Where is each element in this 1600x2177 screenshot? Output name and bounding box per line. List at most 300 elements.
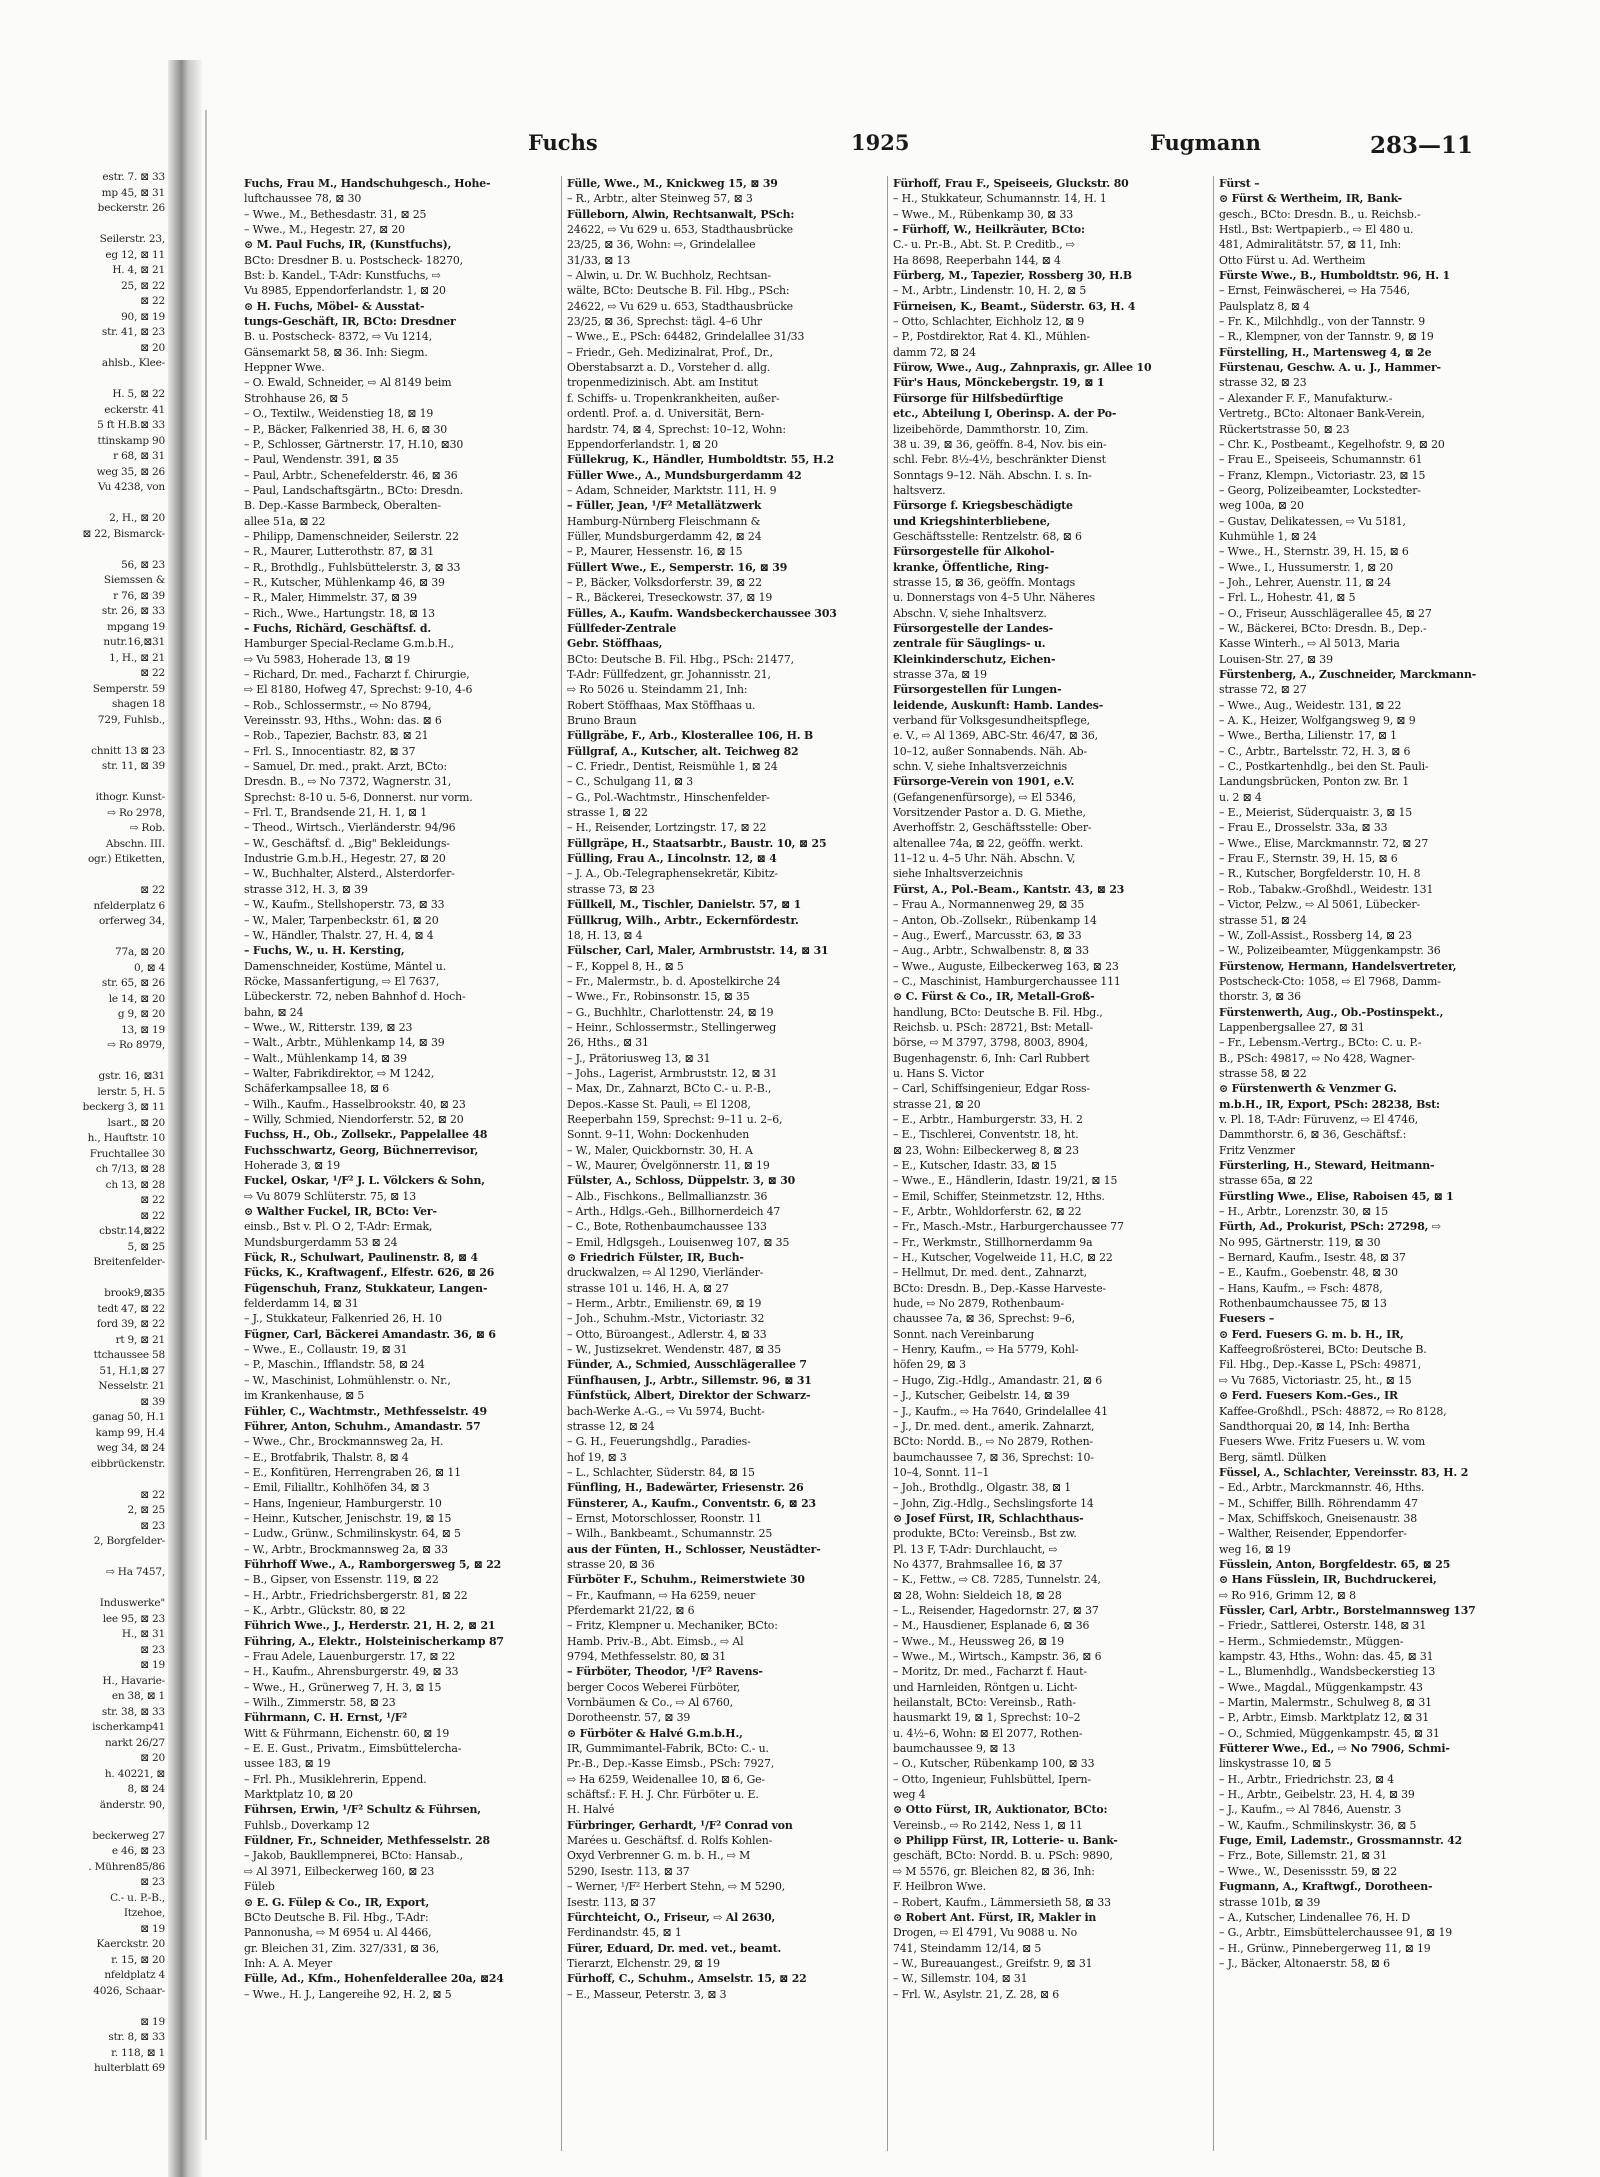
directory-entry-line: Fürhoff, Frau F., Speiseeis, Gluckstr. 80 [893,177,1129,190]
directory-entry-line: BCto Deutsche B. Fil. Hbg., T-Adr: [244,1910,429,1924]
directory-entry-line: – Wwe., W., Ritterstr. 139, ⊠ 23 [244,1020,413,1034]
directory-entry-line: – O. Ewald, Schneider, ⇨ Al 8149 beim [244,376,452,390]
directory-entry-line: – F., Koppel 8, H., ⊠ 5 [567,959,684,973]
directory-entry-line: 9794, Methfesselstr. 80, ⊠ 31 [567,1650,726,1663]
directory-entry-line: Fürsorgestellen für Lungen- [893,683,1062,697]
directory-entry-line: – R., Brothdlg., Fuhlsbüttelerstr. 3, ⊠ 33 [244,560,461,574]
fragment-line: str. 41, ⊠ 23 [101,326,165,338]
directory-entry-line: – H., Arbtr., Friedrichsbergerstr. 81, ⊠ 22 [244,1588,468,1602]
directory-entry-line: Fuchss, H., Ob., Zollsekr., Pappelallee 48 [244,1128,488,1142]
directory-entry-line: Füllkell, M., Tischler, Danielstr. 57, ⊠ 1 [567,898,802,912]
fragment-line: Vu 4238, von [97,481,165,493]
directory-entry-line: – Fuchs, Richärd, Geschäftsf. d. [244,621,431,635]
directory-entry-line: – Wwe., M., Wirtsch., Kampstr. 36, ⊠ 6 [893,1650,1102,1663]
directory-entry-line: Drogen, ⇨ El 4791, Vu 9088 u. No [893,1926,1078,1940]
directory-entry-line: Fürsorge für Hilfsbedürftige [893,391,1064,405]
directory-entry-line: – Philipp, Damenschneider, Seilerstr. 22 [244,529,459,543]
directory-entry-line: – W., Buchhalter, Alsterd., Alsterdorfer- [244,867,455,881]
directory-entry-line: – P., Postdirektor, Rat 4. Kl., Mühlen- [893,330,1090,344]
fragment-line: brook9,⊠35 [104,1287,165,1299]
fragment-line [0,868,165,884]
directory-entry-line: Füllert Wwe., E., Semperstr. 16, ⊠ 39 [567,560,788,574]
directory-entry-line: Pl. 13 F, T-Adr: Durchlaucht, ⇨ [893,1542,1058,1556]
directory-entry-line: luftchaussee 78, ⊠ 30 [244,192,362,206]
directory-entry-line: und Kriegshinterbliebene, [893,514,1051,528]
directory-entry-line: hausmarkt 19, ⊠ 1, Sprechst: 10–2 [893,1711,1081,1725]
directory-entry-line: – Frau F., Sternstr. 39, H. 15, ⊠ 6 [1219,852,1398,866]
directory-entry-line: Führer, Anton, Schuhm., Amandastr. 57 [244,1419,481,1433]
fragment-line: ⇨ Ro 8979, [107,1039,165,1051]
fragment-line: ttinskamp 90 [97,434,165,447]
page-header [235,126,1530,162]
fragment-line: Induswerke" [99,1597,165,1609]
directory-entry-line: – Richard, Dr. med., Facharzt f. Chirurgie, [244,668,470,681]
directory-entry-line: – R., Maurer, Lutterothstr. 87, ⊠ 31 [244,545,435,559]
directory-entry-line: – L., Blumenhdlg., Wandsbeckerstieg 13 [1219,1665,1436,1679]
fragment-line [0,542,165,558]
directory-entry-line: C.- u. Pr.-B., Abt. St. P. Creditb., ⇨ [893,238,1075,252]
fragment-line: H. 4, ⊠ 21 [112,264,165,276]
fragment-line [0,775,165,791]
directory-entry-line: ⊙ C. Fürst & Co., IR, Metall-Groß- [893,990,1095,1004]
directory-entry-line: strasse 101 u. 146, H. A, ⊠ 27 [567,1281,729,1295]
fragment-line [0,1581,165,1597]
directory-entry-line: – Adam, Schneider, Marktstr. 111, H. 9 [567,483,777,497]
directory-entry-line: – J., Prätoriusweg 13, ⊠ 31 [567,1051,711,1065]
directory-entry-line: – Emil, Schiffer, Steinmetzstr. 12, Hths. [893,1189,1105,1203]
directory-entry-line: Kaffee-Großhdl., PSch: 48872, ⇨ Ro 8128, [1219,1404,1447,1418]
fragment-line: eckerstr. 41 [104,403,165,416]
directory-entry-line: Tierarzt, Elchenstr. 29, ⊠ 19 [567,1956,720,1970]
directory-entry-line: – C., Schulgang 11, ⊠ 3 [567,775,694,789]
directory-entry-line: Fünsterer, A., Kaufm., Conventstr. 6, ⊠ 23 [567,1496,816,1510]
fragment-line: C.- u. P.-B., [110,1891,165,1904]
directory-entry-line: – Alwin, u. Dr. W. Buchholz, Rechtsan- [567,269,771,283]
directory-entry-line: Ha 8698, Reeperbahn 144, ⊠ 4 [893,253,1061,267]
fragment-line: ⊠ 22 [140,295,165,307]
directory-entry-line: – Frau E., Speiseeis, Schumannstr. 61 [1219,453,1423,467]
directory-entry-line: Otto Fürst u. Ad. Wertheim [1219,253,1366,267]
fragment-line: le 14, ⊠ 20 [108,992,165,1005]
directory-entry-line: Reeperbahn 159, Sprechst: 9–11 u. 2–6, [567,1112,783,1126]
fragment-line: str. 65, ⊠ 26 [101,977,165,989]
fragment-line: Itzehoe, [123,1907,165,1919]
directory-entry-line: u. 4½–6, Wohn: ⊠ El 2077, Rothen- [893,1726,1083,1740]
directory-entry-line: – R., Maler, Himmelstr. 37, ⊠ 39 [244,591,417,605]
fragment-line: ⊠ 19 [140,1659,165,1671]
fragment-line: weg 35, ⊠ 26 [96,465,165,478]
directory-entry-line: wälte, BCto: Deutsche B. Fil. Hbg., PSch: [567,284,790,298]
fragment-line: ⇨ Ro 2978, [107,806,165,819]
directory-entry-line: – Theod., Wirtsch., Vierländerstr. 94/96 [244,821,456,835]
fragment-line: r 68, ⊠ 31 [113,450,165,462]
directory-entry-line: – J., Kutscher, Geibelstr. 14, ⊠ 39 [893,1389,1070,1403]
fragment-line: r. 15, ⊠ 20 [111,1953,165,1966]
directory-entry-line: felderdamm 14, ⊠ 31 [244,1297,359,1311]
directory-entry-line: – Hans, Kaufm., ⇨ Fsch: 4878, [1219,1281,1383,1295]
directory-entry-line: Fürstling Wwe., Elise, Raboisen 45, ⊠ 1 [1219,1189,1454,1203]
directory-entry-line: Averhoffstr. 2, Geschäftsstelle: Ober- [893,821,1092,835]
fragment-line: ischerkamp41 [92,1721,165,1733]
directory-entry-line: – Wwe., H., Grünerweg 7, H. 3, ⊠ 15 [244,1680,442,1694]
directory-entry-line: – Rich., Wwe., Hartungstr. 18, ⊠ 13 [244,606,435,620]
directory-entry-line: Fürberg, M., Tapezier, Rossberg 30, H.B [893,269,1132,283]
fragment-line [0,217,165,233]
directory-entry-line: leidende, Auskunft: Hamb. Landes- [893,698,1104,712]
directory-entry-line: – Rob., Tapezier, Bachstr. 83, ⊠ 21 [244,729,429,743]
directory-entry-line: berger Cocos Weberei Fürböter, [567,1680,741,1694]
directory-entry-line: – Frl. S., Innocentiastr. 82, ⊠ 37 [244,744,416,758]
directory-entry-line: ⇨ Vu 7685, Victoriastr. 25, ht., ⊠ 15 [1219,1373,1412,1387]
directory-entry-line: strasse 65a, ⊠ 22 [1219,1174,1313,1188]
directory-entry-line: strasse 73, ⊠ 23 [567,882,655,896]
directory-entry-line: Fünder, A., Schmied, Ausschlägerallee 7 [567,1358,807,1372]
directory-entry-line: gesch., BCto: Dresdn. B., u. Reichsb.- [1219,207,1421,221]
column-1 [244,176,556,2151]
directory-entry-line: – Fr., Werkmstr., Stillhornerdamm 9a [893,1235,1093,1249]
directory-entry-line: – Jakob, Baukllempnerei, BCto: Hansab., [244,1849,463,1863]
directory-entry-line: – Heinr., Schlossermstr., Stellingerweg [567,1020,777,1034]
directory-entry-line: Pannonusha, ⇨ M 6954 u. Al 4466, [244,1926,432,1940]
directory-entry-line: – Paul, Wendenstr. 391, ⊠ 35 [244,453,399,467]
directory-entry-line: – Ludw., Grünw., Schmilinskystr. 64, ⊠ 5 [244,1527,461,1541]
directory-entry-line: tungs-Geschäft, IR, BCto: Dresdner [244,315,456,329]
directory-entry-line: strasse 1, ⊠ 22 [567,806,648,820]
directory-entry-line: Fuesers – [1219,1312,1275,1326]
directory-entry-line: Sprechst: 8-10 u. 5-6, Donnerst. nur vorm. [244,790,473,804]
directory-entry-line: altenallee 74a, ⊠ 22, geöffn. werkt. [893,836,1084,850]
directory-entry-line: Fülster, A., Schloss, Düppelstr. 3, ⊠ 30 [567,1174,796,1188]
directory-entry-line: ⊙ M. Paul Fuchs, IR, (Kunstfuchs), [244,238,452,252]
fragment-line: 2, H., ⊠ 20 [109,512,165,524]
fragment-line: ford 39, ⊠ 22 [96,1318,165,1330]
directory-entry-line: 10–4, Sonnt. 11–1 [893,1465,990,1479]
directory-entry-line: verband für Volksgesundheitspflege, [893,714,1090,728]
directory-entry-line: Fuchsschwartz, Georg, Büchnerrevisor, [244,1143,479,1157]
directory-entry-line: Kuhmühle 1, ⊠ 24 [1219,529,1317,543]
directory-entry-line: Fuckel, Oskar, ¹/F² J. L. Völckers & Sohn, [244,1174,485,1188]
directory-entry-line: Fütterer Wwe., Ed., ⇨ No 7906, Schmi- [1219,1742,1450,1756]
fragment-line: 77a, ⊠ 20 [115,946,165,958]
directory-entry-line: Ferdinandstr. 45, ⊠ 1 [567,1926,682,1940]
directory-entry-line: – Rob., Tabakw.-Großhdl., Weidestr. 131 [1219,882,1434,896]
directory-entry-line: IR, Gummimantel-Fabrik, BCto: C.- u. [567,1742,769,1756]
directory-entry-line: – Ernst, Motorschlosser, Roonstr. 11 [567,1511,762,1525]
directory-entry-line: – Fr., Masch.-Mstr., Harburgerchaussee 77 [893,1220,1124,1234]
directory-entry-line: – E., Masseur, Peterstr. 3, ⊠ 3 [567,1987,727,2001]
directory-entry-line: – W., Kaufm., Schmilinskystr. 36, ⊠ 5 [1219,1818,1417,1832]
directory-entry-line: – O., Kutscher, Rübenkamp 100, ⊠ 33 [893,1757,1095,1771]
directory-entry-line: Führhoff Wwe., A., Ramborgersweg 5, ⊠ 22 [244,1557,502,1571]
directory-entry-line: – G. H., Feuerungshdlg., Paradies- [567,1435,751,1449]
directory-entry-line: – Max, Dr., Zahnarzt, BCto C.- u. P.-B., [567,1082,772,1096]
directory-entry-line: – H., Kaufm., Ahrensburgerstr. 49, ⊠ 33 [244,1665,459,1679]
directory-entry-line: – Chr. K., Postbeamt., Kegelhofstr. 9, ⊠ 20 [1219,437,1445,451]
directory-entry-line: Führich Wwe., J., Herderstr. 21, H. 2, ⊠ 21 [244,1619,496,1633]
fragment-line: eibbrückenstr. [90,1457,165,1470]
directory-entry-line: Fürsterling, H., Steward, Heitmann- [1219,1159,1435,1172]
directory-entry-line: Fülling, Frau A., Lincolnstr. 12, ⊠ 4 [567,852,777,866]
directory-entry-line: – Frl. L., Hohestr. 41, ⊠ 5 [1219,591,1356,605]
directory-entry-line: – Wwe., Chr., Brockmannsweg 2a, H. [244,1435,444,1449]
directory-entry-line: Füleb [244,1880,275,1894]
directory-entry-line: 23/25, ⊠ 36, Sprechst: tägl. 4–6 Uhr [567,315,762,329]
directory-entry-line: – Alb., Fischkons., Bellmallianzstr. 36 [567,1189,768,1203]
directory-entry-line: Fürstenberg, A., Zuschneider, Marckmann- [1219,668,1477,681]
directory-entry-line: – J., Kaufm., ⇨ Ha 7640, Grindelallee 41 [893,1404,1108,1418]
directory-entry-line: ⊙ Fürstenwerth & Venzmer G. [1219,1082,1397,1096]
directory-entry-line: Füller, Mundsburgerdamm 42, ⊠ 24 [567,529,762,543]
directory-entry-line: Hstl., Bst: Wertpapierb., ⇨ El 480 u. [1219,223,1414,237]
fragment-line [0,1472,165,1488]
directory-entry-line: 38 u. 39, ⊠ 36, geöffn. 8-4, Nov. bis ein- [893,437,1107,451]
directory-entry-line: ⇨ Al 3971, Eilbeckerweg 160, ⊠ 23 [244,1864,435,1878]
directory-entry-line: – Walt., Arbtr., Mühlenkamp 14, ⊠ 39 [244,1036,445,1050]
directory-entry-line: – M., Arbtr., Lindenstr. 10, H. 2, ⊠ 5 [893,284,1087,298]
directory-entry-line: – C. Friedr., Dentist, Reismühle 1, ⊠ 24 [567,760,778,774]
directory-entry-line: F. Heilbron Wwe. [893,1880,986,1894]
fragment-line [0,1999,165,2015]
directory-entry-line: Fülleborn, Alwin, Rechtsanwalt, PSch: [567,207,795,221]
directory-entry-line: – Walter, Fabrikdirektor, ⇨ M 1242, [244,1066,435,1080]
directory-entry-line: strasse 101b, ⊠ 39 [1219,1895,1321,1909]
directory-entry-line: Fünfling, H., Badewärter, Friesenstr. 26 [567,1481,804,1495]
previous-page-fragment [0,170,165,2160]
directory-entry-line: – Friedr., Sattlerei, Osterstr. 148, ⊠ 31 [1219,1619,1427,1633]
directory-entry-line: Fülles, A., Kaufm. Wandsbeckerchaussee 303 [567,606,837,620]
directory-entry-line: – Hugo, Zig.-Hdlg., Amandastr. 21, ⊠ 6 [893,1373,1103,1387]
directory-entry-line: strasse 12, ⊠ 24 [567,1419,655,1433]
directory-entry-line: Fülle, Ad., Kfm., Hohenfelderallee 20a, ⊠24 [244,1972,504,1986]
fragment-line: ⊠ 22 [140,1209,165,1222]
directory-entry-line: – W., Maler, Quickbornstr. 30, H. A [567,1143,753,1157]
directory-entry-line: – Fr. K., Milchhdlg., von der Tannstr. 9 [1219,315,1426,329]
directory-entry-line: – Fr., Lebensm.-Vertrg., BCto: C. u. P.- [1219,1036,1422,1050]
directory-entry-line: Eppendorferlandstr. 1, ⊠ 20 [567,437,718,451]
directory-entry-line: – Anton, Ob.-Zollsekr., Rübenkamp 14 [893,913,1097,927]
directory-entry-line: – Henry, Kaufm., ⇨ Ha 5779, Kohl- [893,1343,1079,1357]
fragment-line: Siemssen & [103,574,165,586]
directory-entry-line: – J., Dr. med. dent., amerik. Zahnarzt, [893,1419,1095,1433]
fragment-line: ⊠ 19 [140,1922,165,1935]
directory-entry-line: Hamb. Priv.-B., Abt. Eimsb., ⇨ Al [567,1634,744,1648]
gutter-line [205,110,207,2140]
directory-entry-line: ⊙ Walther Fuckel, IR, BCto: Ver- [244,1205,437,1219]
column-3 [893,176,1208,2151]
fragment-line [0,1550,165,1566]
directory-entry-line: handlung, BCto: Deutsche B. Fil. Hbg., [893,1005,1103,1019]
directory-entry-line: Fürhoff, C., Schuhm., Amselstr. 15, ⊠ 22 [567,1972,807,1986]
directory-columns [244,176,1542,2151]
directory-entry-line: 18, H. 13, ⊠ 4 [567,928,643,942]
directory-entry-line: Fritz Venzmer [1219,1143,1295,1157]
directory-entry-line: – K., Arbtr., Glückstr. 80, ⊠ 22 [244,1603,406,1617]
directory-entry-line: linskystrasse 10, ⊠ 5 [1219,1757,1332,1771]
directory-entry-line: Bugenhagenstr. 6, Inh: Carl Rubbert [893,1051,1090,1065]
directory-entry-line: Füllgräpe, H., Staatsarbtr., Baustr. 10, ⊠ 25 [567,836,827,850]
fragment-line: 1, H., ⊠ 21 [109,651,165,664]
fragment-line: ahlsb., Klee- [101,357,165,369]
directory-entry-line: Fuhlsb., Doverkamp 12 [244,1818,370,1832]
fragment-line: 2, Borgfelder- [93,1535,165,1547]
directory-entry-line: e. V., ⇨ Al 1369, ABC-Str. 46/47, ⊠ 36, [893,729,1098,743]
directory-entry-line: – J., Kaufm., ⇨ Al 7846, Auenstr. 3 [1219,1803,1402,1817]
directory-entry-line: – O., Schmied, Müggenkampstr. 45, ⊠ 31 [1219,1726,1440,1740]
fragment-line: 729, Fuhlsb., [97,713,165,726]
fragment-line: hulterblatt 69 [93,2062,165,2074]
fragment-line: ⊠ 22 [140,1194,165,1206]
directory-entry-line: – Wwe., H. J., Langereihe 92, H. 2, ⊠ 5 [244,1987,452,2001]
fragment-line: . Mühren85/86 [88,1860,165,1873]
fragment-line: Semperstr. 59 [92,682,165,695]
directory-entry-line: ⇨ Ha 6259, Weidenallee 10, ⊠ 6, Ge- [567,1772,765,1786]
fragment-line: cbstr.14,⊠22 [99,1225,165,1237]
directory-entry-line: gr. Bleichen 31, Zim. 327/331, ⊠ 36, [244,1941,440,1955]
column-4 [1219,176,1542,2151]
fragment-line: narkt 26/27 [104,1736,165,1749]
directory-entry-line: schn. V, siehe Inhaltsverzeichnis [893,760,1067,774]
directory-entry-line: – Wwe., M., Heussweg 26, ⊠ 19 [893,1634,1065,1648]
fragment-line: ganag 50, H.1 [92,1411,165,1423]
directory-entry-line: hof 19, ⊠ 3 [567,1450,627,1464]
directory-entry-line: Vornbäumen & Co., ⇨ Al 6760, [567,1696,733,1710]
directory-entry-line: kranke, Öffentliche, Ring- [893,560,1049,574]
directory-entry-line: – Wwe., Aug., Weidestr. 131, ⊠ 22 [1219,698,1402,712]
directory-entry-line: Pferdemarkt 21/22, ⊠ 6 [567,1603,695,1617]
fragment-line: H., Havarie- [102,1674,165,1687]
directory-entry-line: – Wwe., E., Collaustr. 19, ⊠ 31 [244,1343,408,1357]
directory-entry-line: Sonnt. nach Vereinbarung [893,1327,1034,1341]
directory-entry-line: – L., Schlachter, Süderstr. 84, ⊠ 15 [567,1465,755,1479]
directory-entry-line: strasse 15, ⊠ 36, geöffn. Montags [893,575,1076,589]
directory-entry-line: Lappenbergsallee 27, ⊠ 31 [1219,1020,1365,1034]
directory-entry-line: Füllkrug, Wilh., Arbtr., Eckernfördestr. [567,913,799,927]
fragment-line: Breitenfelder- [93,1256,165,1268]
directory-entry-line: weg 4 [893,1788,926,1802]
directory-entry-line: ⊙ E. G. Fülep & Co., IR, Export, [244,1895,430,1909]
directory-entry-line: ⊙ Otto Fürst, IR, Auktionator, BCto: [893,1803,1108,1817]
directory-entry-line: Fürchteicht, O., Friseur, ⇨ Al 2630, [567,1910,776,1924]
directory-entry-line: – Wwe., Bertha, Lilienstr. 17, ⊠ 1 [1219,729,1397,743]
fragment-line: 4026, Schaar- [93,1984,165,1997]
fragment-line: Seilerstr. 23, [99,233,165,245]
directory-entry-line: ⊙ Philipp Fürst, IR, Lotterie- u. Bank- [893,1834,1118,1848]
fragment-line: e 46, ⊠ 23 [111,1845,165,1857]
directory-entry-line: Fürsorgestelle für Alkohol- [893,545,1055,559]
directory-entry-line: – Aug., Ewerf., Marcusstr. 63, ⊠ 33 [893,928,1082,942]
directory-entry-line: BCto: Nordd. B., ⇨ No 2879, Rothen- [893,1435,1093,1449]
header-right-word: Fugmann [1150,130,1261,155]
directory-entry-line: lizeibehörde, Dammthorstr. 10, Zim. [893,422,1089,436]
directory-entry-line: 481, Admiralitätstr. 57, ⊠ 11, Inh: [1219,238,1402,252]
directory-entry-line: – Friedr., Geh. Medizinalrat, Prof., Dr., [567,345,773,359]
directory-entry-line: 23/25, ⊠ 36, Wohn: ⇨, Grindelallee [567,238,756,252]
directory-entry-line: – Willy, Schmied, Niendorferstr. 52, ⊠ 20 [244,1112,464,1126]
directory-entry-line: Füller Wwe., A., Mundsburgerdamm 42 [567,468,802,482]
directory-entry-line: – Aug., Arbtr., Schwalbenstr. 8, ⊠ 33 [893,944,1089,958]
directory-entry-line: – Wilh., Kaufm., Hasselbrookstr. 40, ⊠ 23 [244,1097,466,1111]
directory-entry-line: – G., Buchhltr., Charlottenstr. 24, ⊠ 19 [567,1005,774,1019]
directory-entry-line: Fünfstück, Albert, Direktor der Schwarz- [567,1389,811,1403]
directory-entry-line: No 995, Gärtnerstr. 119, ⊠ 30 [1219,1235,1381,1249]
directory-entry-line: Röcke, Massanfertigung, ⇨ El 7637, [244,974,440,988]
directory-entry-line: ⇨ Ro 916, Grimm 12, ⊠ 8 [1219,1588,1356,1602]
directory-entry-line: ussee 183, ⊠ 19 [244,1757,331,1771]
directory-entry-line: – Arth., Hdlgs.-Geh., Billhornerdeich 47 [567,1205,781,1219]
directory-entry-line: – E., Kaufm., Goebenstr. 48, ⊠ 30 [1219,1266,1398,1280]
directory-entry-line: Louisen-Str. 27, ⊠ 39 [1219,652,1333,666]
directory-entry-line: heilanstalt, BCto: Vereinsb., Rath- [893,1696,1076,1710]
directory-entry-line: Fürböter F., Schuhm., Reimerstwiete 30 [567,1573,805,1587]
directory-entry-line: – Otto, Ingenieur, Fuhlsbüttel, Ipern- [893,1772,1091,1786]
directory-entry-line: ⇨ El 8180, Hofweg 47, Sprechst: 9-10, 4-6 [244,683,473,697]
directory-entry-line: – P., Arbtr., Eimsb. Marktplatz 12, ⊠ 31 [1219,1711,1430,1725]
directory-entry-line: – R., Kutscher, Mühlenkamp 46, ⊠ 39 [244,575,445,589]
directory-entry-line: – W., Maurer, Övelgönnerstr. 11, ⊠ 19 [567,1159,770,1172]
directory-entry-line: – C., Postkartenhdlg., bei den St. Pauli- [1219,760,1429,774]
directory-entry-line: – C., Bote, Rothenbaumchaussee 133 [567,1220,767,1234]
directory-entry-line: Fuge, Emil, Lademstr., Grossmannstr. 42 [1219,1834,1463,1848]
directory-entry-line: – Paul, Arbtr., Schenefelderstr. 46, ⊠ 36 [244,468,458,482]
directory-entry-line: – J., Bäcker, Altonaerstr. 58, ⊠ 6 [1219,1956,1390,1970]
directory-entry-line: – W., Händler, Thalstr. 27, H. 4, ⊠ 4 [244,928,434,942]
fragment-line: str. 8, ⊠ 33 [108,2031,165,2043]
directory-entry-line: und Harnleiden, Röntgen u. Licht- [893,1680,1078,1694]
directory-entry-line: Damenschneider, Kostüme, Mäntel u. [244,959,446,973]
directory-entry-line: ⇨ M 5576, gr. Bleichen 82, ⊠ 36, Inh: [893,1864,1095,1878]
directory-entry-line: ⊙ Fürst & Wertheim, IR, Bank- [1219,192,1403,206]
directory-entry-line: BCto: Dresdn. B., Dep.-Kasse Harveste- [893,1281,1107,1295]
directory-entry-line: Fuchs, Frau M., Handschuhgesch., Hohe- [244,177,491,190]
directory-entry-line: bahn, ⊠ 24 [244,1005,304,1019]
directory-entry-line: – Robert, Kaufm., Lämmersieth 58, ⊠ 33 [893,1895,1111,1909]
fragment-line: lsart., ⊠ 20 [107,1116,165,1129]
directory-entry-line: allee 51a, ⊠ 22 [244,514,326,528]
directory-entry-line: – Joh., Brothdlg., Olgastr. 38, ⊠ 1 [893,1481,1072,1495]
fragment-line: g 9, ⊠ 20 [117,1008,165,1020]
fragment-line: 0, ⊠ 4 [134,961,165,974]
fragment-line: r 76, ⊠ 39 [113,589,165,602]
directory-entry-line: Fuesers Wwe. Fritz Fuesers u. W. vom [1219,1435,1426,1449]
directory-entry-line: – Frau E., Drosselstr. 33a, ⊠ 33 [1219,821,1388,835]
directory-entry-line: Fürsorgestelle der Landes- [893,621,1053,635]
fragment-line: Fruchtallee 30 [89,1147,165,1160]
directory-entry-line: Lübeckerstr. 72, neben Bahnhof d. Hoch- [244,990,466,1004]
directory-entry-line: – Wwe., M., Rübenkamp 30, ⊠ 33 [893,207,1074,221]
directory-entry-line: – E., Konfitüren, Herrengraben 26, ⊠ 11 [244,1465,461,1479]
directory-entry-line: chaussee 7a, ⊠ 36, Sprechst: 9–6, [893,1312,1075,1326]
directory-entry-line: – P., Schlosser, Gärtnerstr. 17, H.10, ⊠30 [244,437,464,451]
directory-entry-line: f. Schiffs- u. Tropenkrankheiten, außer- [567,391,780,405]
fragment-line: 8, ⊠ 24 [127,1783,165,1795]
directory-entry-line: – E., Arbtr., Hamburgerstr. 33, H. 2 [893,1112,1083,1126]
fragment-line: ⇨ Ha 7457, [106,1566,165,1578]
directory-entry-line: – Fr., Kaufmann, ⇨ Ha 6259, neuer [567,1588,756,1602]
directory-entry-line: Vertretg., BCto: Altonaer Bank-Verein, [1219,407,1425,421]
directory-entry-line: hardstr. 74, ⊠ 4, Sprechst: 10–12, Wohn: [567,422,786,436]
fragment-line: 13, ⊠ 19 [121,1023,165,1036]
directory-entry-line: 11–12 u. 4–5 Uhr. Näh. Abschn. V, [893,852,1076,866]
directory-entry-line: – Otto, Büroangest., Adlerstr. 4, ⊠ 33 [567,1327,767,1341]
directory-entry-line: u. Donnerstags von 4–5 Uhr. Näheres [893,591,1095,605]
fragment-line: 51, H.1,⊠ 27 [99,1364,165,1377]
fragment-line: orferweg 34, [98,915,165,927]
fragment-line: r. 118, ⊠ 1 [111,2046,165,2059]
directory-entry-line: – Wilh., Zimmerstr. 58, ⊠ 23 [244,1696,396,1710]
directory-entry-line: (Gefangenenfürsorge), ⇨ El 5346, [893,790,1076,804]
directory-entry-line: weg 100a, ⊠ 20 [1219,499,1304,513]
directory-entry-line: – H., Arbtr., Lorenzstr. 30, ⊠ 15 [1219,1205,1388,1219]
